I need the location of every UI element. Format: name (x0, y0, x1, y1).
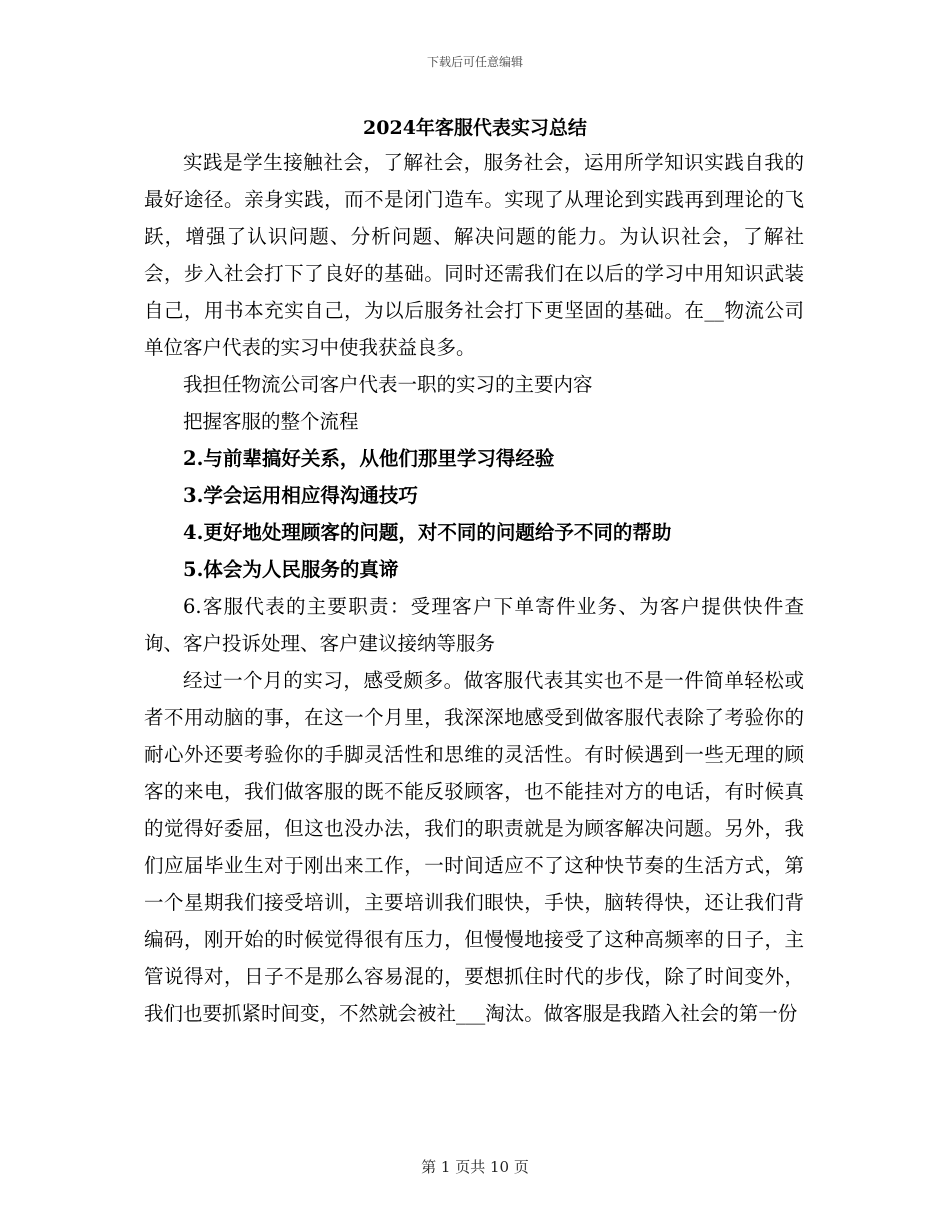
page-number: 第 1 页共 10 页 (421, 1158, 529, 1176)
list-item-3: 3.学会运用相应得沟通技巧 (183, 484, 418, 507)
list-item-process: 把握客服的整个流程 (183, 410, 359, 433)
paragraph-main-content-heading: 我担任物流公司客户代表一职的实习的主要内容 (183, 373, 593, 396)
document-title: 2024年客服代表实习总结 (363, 117, 587, 139)
document-body (144, 144, 804, 1032)
list-item-2: 2.与前辈搞好关系，从他们那里学习得经验 (183, 447, 555, 470)
header-note: 下载后可任意编辑 (426, 55, 523, 69)
list-item-5: 5.体会为人民服务的真谛 (183, 558, 399, 581)
paragraph-experience: 经过一个月的实习，感受颇多。做客服代表其实也不是一件简单轻松或者不用动脑的事，在这一个月里，我深深地感受到做客服代表除了考验你的耐心外还要考验你的手脚灵活性和思维的灵活性。有时候遇到一些无理的顾客的来电，我们做客服的既不能反驳顾客，也不能挂对方的电话，有时候真的觉得好委屈，但这也没办法，我们的职责就是为顾客解决问题。另外，我们应届毕业生对于刚出来工作，一时间适应不了这种快节奏的生活方式，第一个星期我们接受培训，主要培训我们眼快，手快，脑转得快，还让我们背编码，刚开始的时候觉得很有压力，但慢慢地接受了这种高频率的日子，主管说得对，日子不是那么容易混的，要想抓住时代的步伐，除了时间变外，我们也要抓紧时间变，不然就会被社___淘汰。做客服是我踏入社会的第一份 (144, 669, 804, 1025)
paragraph-intro: 实践是学生接触社会，了解社会，服务社会，运用所学知识实践自我的最好途径。亲身实践，而不是闭门造车。实现了从理论到实践再到理论的飞跃，增强了认识问题、分析问题、解决问题的能力。为认识社会，了解社会，步入社会打下了良好的基础。同时还需我们在以后的学习中用知识武装自己，用书本充实自己，为以后服务社会打下更坚固的基础。在__物流公司单位客户代表的实习中使我获益良多。 (144, 151, 804, 359)
list-item-6-duties: 6.客服代表的主要职责：受理客户下单寄件业务、为客户提供快件查询、客户投诉处理、客户建议接纳等服务 (144, 595, 804, 655)
list-item-4: 4.更好地处理顾客的问题，对不同的问题给予不同的帮助 (183, 521, 672, 544)
